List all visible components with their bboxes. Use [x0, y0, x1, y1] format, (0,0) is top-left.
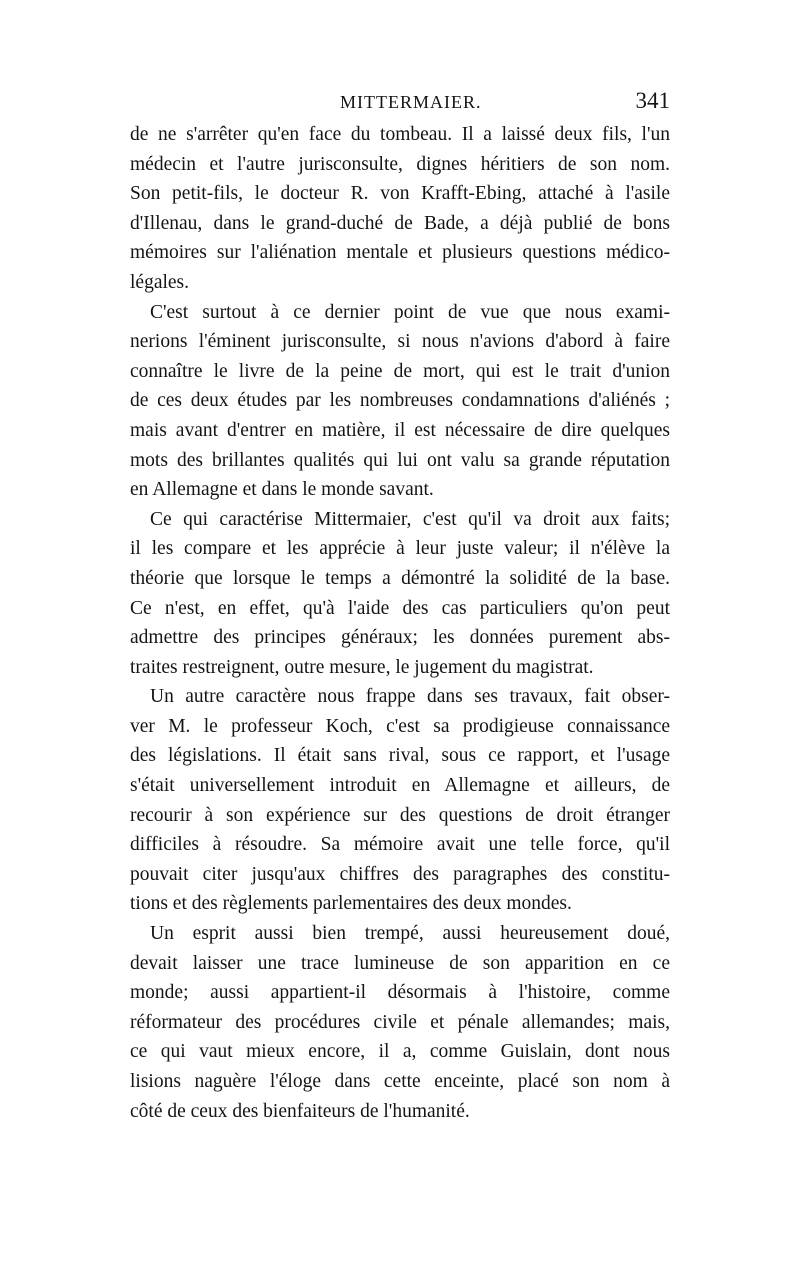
text-line: traites restreignent, outre mesure, le jugement du magistrat. [130, 656, 594, 678]
text-line: de ne s'arrêter qu'en face du tombeau. Il a laissé deux fils, l'un [130, 124, 670, 145]
text-line: Ce n'est, en effet, qu'à l'aide des cas particuliers qu'on peut [130, 597, 670, 619]
text-line: C'est surtout à ce dernier point de vue que nous exami- [150, 301, 670, 323]
text-line: difficiles à résoudre. Sa mémoire avait une telle force, qu'il [130, 834, 670, 856]
text-line: réformateur des procédures civile et pénale allemandes; mais, [130, 1011, 670, 1033]
text-line: monde; aussi appartient-il désormais à l'histoire, comme [130, 982, 670, 1004]
text-line: médecin et l'autre jurisconsulte, dignes héritiers de son nom. [130, 153, 670, 175]
text-line: ver M. le professeur Koch, c'est sa prodigieuse connaissance [130, 715, 670, 737]
running-title: MITTERMAIER. [340, 92, 482, 112]
text-line: de ces deux études par les nombreuses condamnations d'aliénés ; [130, 390, 670, 412]
text-line: admettre des principes généraux; les données purement abs- [130, 627, 670, 649]
text-line: côté de ceux des bienfaiteurs de l'humanité. [130, 1100, 470, 1122]
text-line: il les compare et les apprécie à leur juste valeur; il n'élève la [130, 538, 670, 560]
text-line: d'Illenau, dans le grand-duché de Bade, a déjà publié de bons [130, 212, 670, 234]
text-line: tions et des règlements parlementaires des deux mondes. [130, 893, 572, 915]
text-line: Un esprit aussi bien trempé, aussi heureusement doué, [150, 923, 670, 945]
text-line: s'était universellement introduit en Allemagne et ailleurs, de [130, 775, 670, 797]
text-line: lisions naguère l'éloge dans cette enceinte, placé son nom à [130, 1071, 670, 1092]
text-line: nerions l'éminent jurisconsulte, si nous n'avions d'abord à faire [130, 331, 670, 353]
text-line: devait laisser une trace lumineuse de son apparition en ce [130, 952, 670, 974]
text-line: recourir à son expérience sur des questions de droit étranger [130, 804, 670, 826]
page-header [130, 88, 670, 118]
text-line: théorie que lorsque le temps a démontré la solidité de la base. [130, 567, 670, 589]
text-line: mémoires sur l'aliénation mentale et plusieurs questions médico- [130, 242, 670, 264]
text-line: Un autre caractère nous frappe dans ses travaux, fait obser- [150, 686, 670, 708]
text-line: Son petit-fils, le docteur R. von Krafft-Ebing, attaché à l'asile [130, 183, 670, 205]
text-line: mots des brillantes qualités qui lui ont valu sa grande réputation [130, 449, 670, 471]
text-line: en Allemagne et dans le monde savant. [130, 479, 434, 501]
text-line: des législations. Il était sans rival, sous ce rapport, et l'usage [130, 745, 670, 767]
text-line: ce qui vaut mieux encore, il a, comme Guislain, dont nous [130, 1041, 670, 1063]
text-line: Ce qui caractérise Mittermaier, c'est qu'il va droit aux faits; [150, 508, 670, 530]
text-line: pouvait citer jusqu'aux chiffres des paragraphes des constitu- [130, 863, 670, 885]
text-line: connaître le livre de la peine de mort, qui est le trait d'union [130, 360, 670, 382]
text-line: légales. [130, 271, 190, 293]
page-number: 341 [635, 88, 670, 113]
text-line: mais avant d'entrer en matière, il est nécessaire de dire quelques [130, 419, 670, 441]
body-text [130, 120, 670, 1126]
